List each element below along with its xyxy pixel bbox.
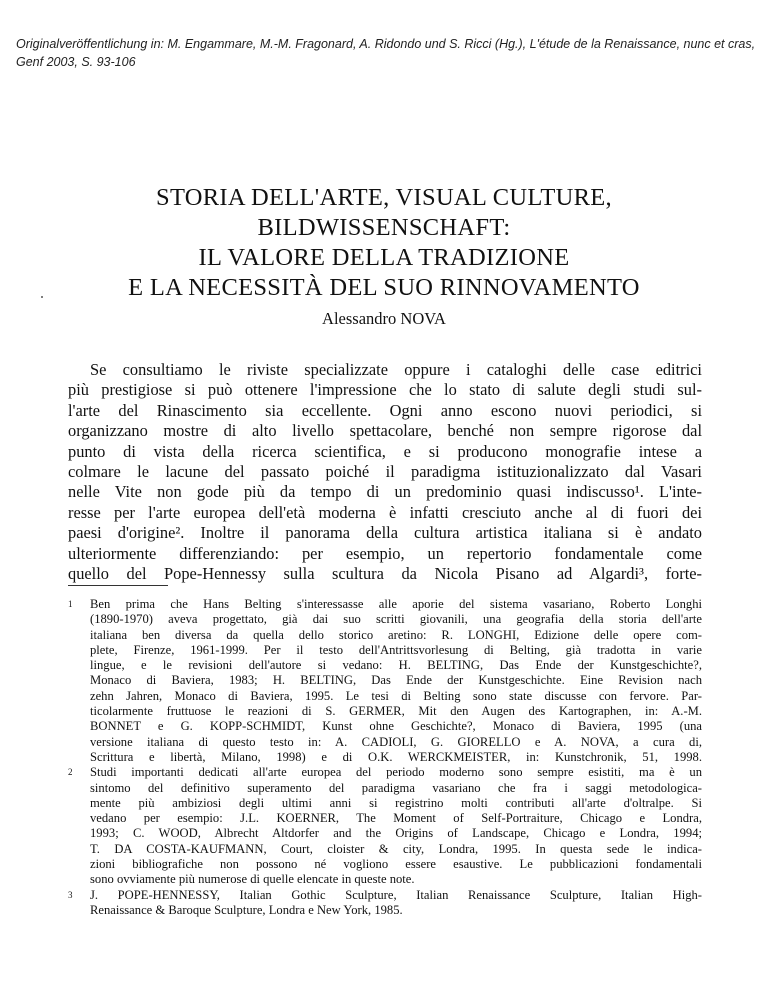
body-line: nelle Vite non gode più da tempo di un predominio quasi indiscusso¹. L'inte- bbox=[68, 482, 702, 502]
footnote-number: 3 bbox=[68, 889, 73, 900]
footnote-line: mente più ambiziosi degli ultimi anni si registrino molti contributi all'arte d'oltralpe. Si bbox=[90, 795, 702, 810]
footnote-line: sintomo del definitivo superamento del paradigma vasariano che fra i saggi metodologica- bbox=[90, 780, 702, 795]
footnote-line: Ben prima che Hans Belting s'interessasse alle aporie del sistema vasariano, Roberto Longhi bbox=[90, 597, 702, 611]
footnote-line: Studi importanti dedicati all'arte europea del periodo moderno sono sempre esistiti, ma è un bbox=[90, 765, 702, 780]
title-line: IL VALORE DELLA TRADIZIONE bbox=[198, 244, 570, 271]
footnote-line: Renaissance & Baroque Sculpture, Londra e New York, 1985. bbox=[90, 902, 403, 917]
footnote-line: vedano per esempio: J.L. KOERNER, The Moment of Self-Portraiture, Chicago e Londra, bbox=[90, 811, 702, 826]
footnote-line: Monaco di Baviera, 1983; H. BELTING, Das Ende der Kunstgeschichte. Eine Revision nach bbox=[90, 673, 702, 688]
footnote-line: J. POPE-HENNESSY, Italian Gothic Sculpture, Italian Renaissance Sculpture, Italian High- bbox=[90, 887, 702, 902]
footnote-3 bbox=[68, 888, 702, 919]
article-title bbox=[40, 183, 728, 303]
body-line: paesi d'origine². Inoltre il panorama della cultura artistica italiana si è andato bbox=[68, 523, 702, 543]
footnote-2 bbox=[68, 765, 702, 887]
footnote-divider bbox=[68, 585, 168, 586]
body-paragraph bbox=[68, 360, 702, 584]
body-line: Se consultiamo le riviste specializzate oppure i cataloghi delle case editrici bbox=[90, 360, 702, 379]
body-line: resse per l'arte europea dell'età moderna è infatti cresciuto anche al di fuori dei bbox=[68, 502, 702, 522]
footnote-line: zioni bibliografiche non possono né vogliono essere esaustive. Le pubblicazioni fondamentali bbox=[90, 857, 702, 872]
footnote-line: italiana ben diversa da quella dello storico aretino: R. LONGHI, Edizione delle opere com- bbox=[90, 627, 702, 642]
footnote-line: T. DA COSTA-KAUFMANN, Court, cloister & city, Londra, 1995. In questa sede le indica- bbox=[90, 841, 702, 856]
footnote-line: 1993; C. WOOD, Albrecht Altdorfer and the Origins of Landscape, Chicago e Londra, 1994; bbox=[90, 826, 702, 841]
body-line: punto di vista della ricerca scientifica, e si producono monografie intese a bbox=[68, 441, 702, 461]
body-line: più prestigiose si può ottenere l'impressione che lo stato di salute degli studi sul- bbox=[68, 380, 702, 400]
footnote-line: (1890-1970) aveva progettato, già dai suo scritti giovanili, una geografia della storia dell'arte bbox=[90, 612, 702, 627]
title-line: STORIA DELL'ARTE, VISUAL CULTURE, bbox=[156, 184, 612, 211]
footnote-line: BONNET e G. KOPP-SCHMIDT, Kunst ohne Geschichte?, Monaco di Baviera, 1995 (una bbox=[90, 719, 702, 734]
body-line: quello del Pope-Hennessy sulla scultura da Nicola Pisano ad Algardi³, forte- bbox=[68, 564, 702, 584]
title-line: BILDWISSENSCHAFT: bbox=[257, 214, 511, 241]
footnote-number: 1 bbox=[68, 599, 73, 609]
footnote-number: 2 bbox=[68, 767, 73, 778]
body-line: colmare le lacune del passato poiché il paradigma istituzionalizzato dal Vasari bbox=[68, 462, 702, 482]
body-line: ulteriormente differenziando: per esempio, un repertorio fondamentale come bbox=[68, 543, 702, 563]
publication-reference: Originalveröffentlichung in: M. Engammare, M.-M. Fragonard, A. Ridondo und S. Ricci (Hg.), L'étude de la Renaissance, nunc et cras, Genf 2003, S. 93-106 bbox=[16, 37, 756, 69]
footnotes bbox=[68, 597, 702, 918]
footnote-line: lingue, e le revisioni dell'autore si vedano: H. BELTING, Das Ende der Kunstgeschichte?, bbox=[90, 658, 702, 673]
footnote-line: plete, Firenze, 1961-1999. Per il testo dell'Antrittsvorlesung di Belting, già tradotta in varie bbox=[90, 642, 702, 657]
author-name: Alessandro NOVA bbox=[322, 309, 446, 328]
footnote-line: versione italiana di questo testo in: A. CADIOLI, G. GIORELLO e A. NOVA, a cura di, bbox=[90, 734, 702, 749]
body-line: l'arte del Rinascimento sia eccellente. Ogni anno escono nuovi periodici, si bbox=[68, 400, 702, 420]
footnote-line: sono ovviamente più numerose di quelle elencate in queste note. bbox=[90, 872, 415, 887]
footnote-line: zehn Jahren, Monaco di Baviera, 1995. Le tesi di Belting sono state discusse con fervore. Par- bbox=[90, 688, 702, 703]
footnote-line: ticolarmente fruttuose le reazioni di S. GERMER, Mit den Augen des Kartographen, in: A.-M. bbox=[90, 704, 702, 719]
footnote-1 bbox=[68, 597, 702, 765]
body-line: organizzano mostre di alto livello spettacolare, benché non sempre rigorose dal bbox=[68, 421, 702, 441]
title-line: E LA NECESSITÀ DEL SUO RINNOVAMENTO bbox=[128, 274, 640, 301]
footnote-line: Scrittura e libertà, Milano, 1998) e di O.K. WERCKMEISTER, in: Kunstchronik, 51, 1998. bbox=[90, 749, 702, 764]
